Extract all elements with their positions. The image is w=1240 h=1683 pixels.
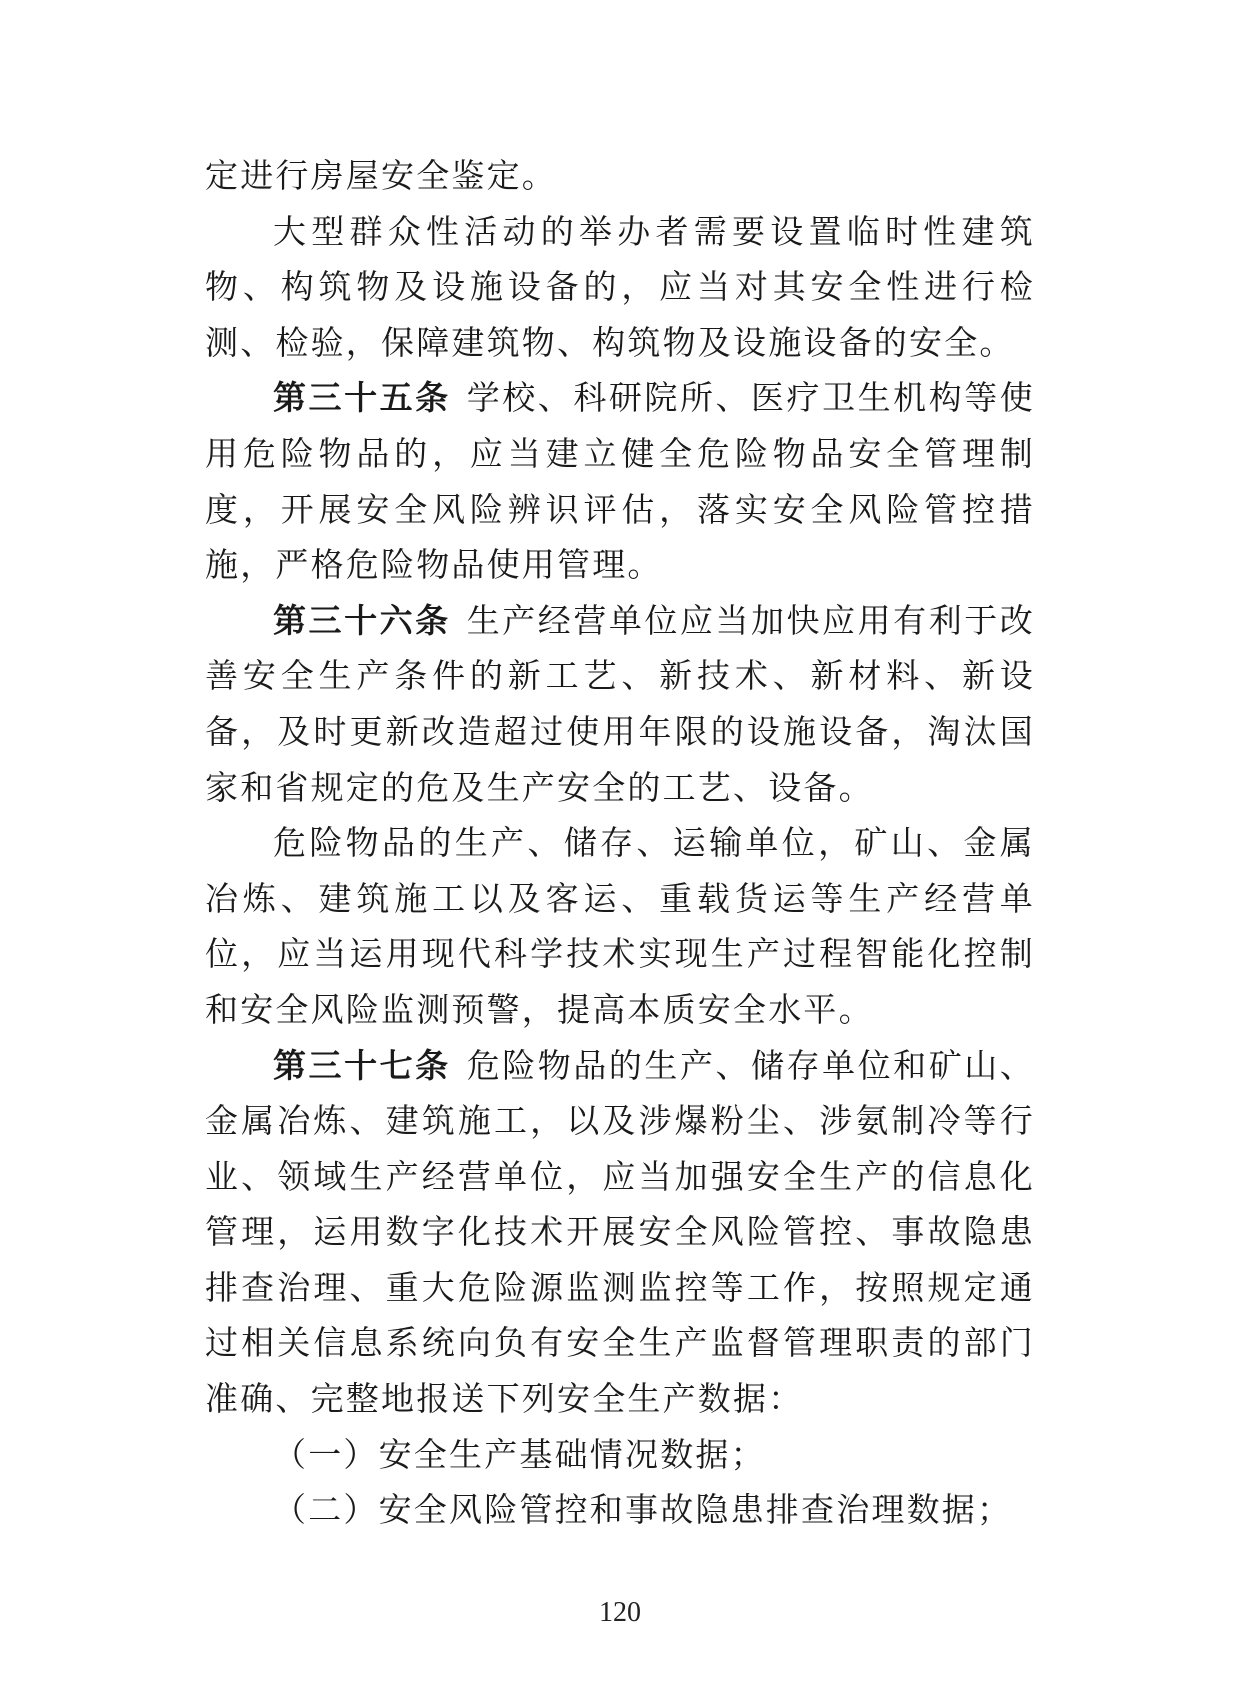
paragraph-text: 定进行房屋安全鉴定。 (205, 156, 557, 195)
list-item (205, 1427, 1035, 1483)
paragraph-text: 学校、科研院所、医疗卫生机构等使用危险物品的，应当建立健全危险物品安全管理制度，开展安全风险辨识评估，落实安全风险管控措施，严格危险物品使用管理。 (205, 378, 1036, 585)
paragraph-text: 大型群众性活动的举办者需要设置临时性建筑物、构筑物及设施设备的，应当对其安全性进行检测、检验，保障建筑物、构筑物及设施设备的安全。 (205, 211, 1035, 362)
list-item-text: （二）安全风险管控和事故隐患排查治理数据； (273, 1490, 1013, 1530)
article-35 (205, 370, 1035, 592)
paragraph (205, 815, 1035, 1037)
paragraph-text: 危险物品的生产、储存、运输单位，矿山、金属冶炼、建筑施工以及客运、重载货运等生产经营单位，应当运用现代科学技术实现生产过程智能化控制和安全风险监测预警，提高本质安全水平。 (205, 823, 1035, 1029)
article-37 (205, 1038, 1035, 1427)
paragraph-text: 危险物品的生产、储存单位和矿山、金属冶炼、建筑施工，以及涉爆粉尘、涉氨制冷等行业、领域生产经营单位，应当加强安全生产的信息化管理，运用数字化技术开展安全风险管控、事故隐患排查治理、重大危险源监测监控等工作，按照规定通过相关信息系统向负有安全生产监督管理职责的部门准确、完整地报送下列安全生产数据： (205, 1045, 1036, 1419)
article-number: 第三十六条 (273, 600, 451, 640)
document-body (205, 148, 1035, 1538)
article-36 (205, 593, 1035, 815)
list-item (205, 1482, 1035, 1538)
article-number: 第三十五条 (273, 378, 451, 418)
list-item-text: （一）安全生产基础情况数据； (273, 1434, 766, 1474)
paragraph-text: 生产经营单位应当加快应用有利于改善安全生产条件的新工艺、新技术、新材料、新设备，及时更新改造超过使用年限的设施设备，淘汰国家和省规定的危及生产安全的工艺、设备。 (205, 600, 1036, 807)
paragraph-continuation (205, 148, 1035, 204)
article-number: 第三十七条 (273, 1045, 451, 1085)
page-number: 120 (599, 1597, 641, 1628)
paragraph (205, 204, 1035, 371)
